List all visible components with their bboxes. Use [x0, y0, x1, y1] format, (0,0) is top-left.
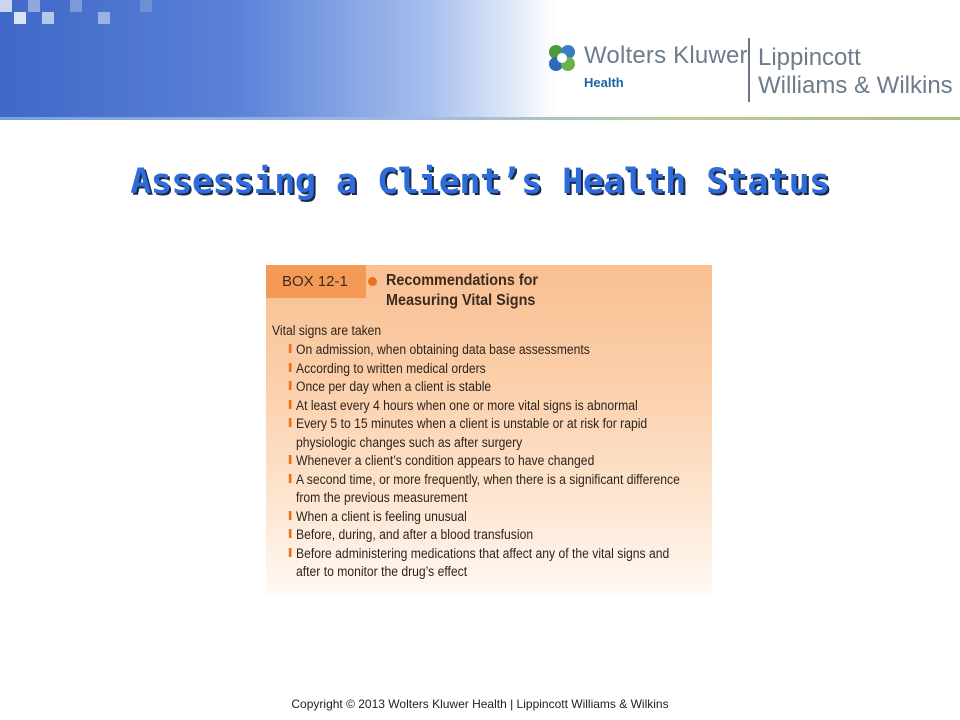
- box-tab: [266, 265, 366, 298]
- list-item-continuation: [296, 563, 710, 582]
- list-item: [296, 508, 710, 527]
- wolters-kluwer-globe-icon: [544, 40, 580, 76]
- list-item: [296, 415, 710, 434]
- list-item-text: At least every 4 hours when one or more vital signs is abnormal: [296, 397, 638, 413]
- bullet-marker: [289, 381, 292, 390]
- bullet-marker: [289, 529, 292, 538]
- header-divider: [0, 117, 960, 120]
- tile: [0, 0, 12, 12]
- bullet-marker: [289, 511, 292, 520]
- box-intro: Vital signs are taken: [272, 323, 382, 338]
- list-item-text: According to written medical orders: [296, 360, 486, 376]
- slide-title: Assessing a Client’s Health Status: [130, 162, 830, 202]
- list-item: [296, 545, 710, 564]
- list-item-text: from the previous measurement: [296, 490, 468, 505]
- tile: [14, 12, 26, 24]
- bullet-marker: [289, 344, 292, 353]
- list-item: [296, 378, 710, 397]
- box-title-line-2: Measuring Vital Signs: [386, 292, 536, 309]
- division-name: Health: [584, 75, 624, 90]
- decorative-tiles: [0, 0, 240, 26]
- list-item-continuation: [296, 434, 710, 453]
- list-item-text: after to monitor the drug’s effect: [296, 564, 468, 579]
- tile: [70, 0, 82, 12]
- box-title: [386, 271, 538, 311]
- list-item: [296, 526, 710, 545]
- list-item-text: Before administering medications that affect any of the vital signs and: [296, 545, 670, 561]
- list-item: [296, 471, 710, 490]
- list-item-text: Whenever a client’s condition appears to have changed: [296, 453, 595, 468]
- box-label: BOX 12-1: [282, 273, 348, 290]
- bullet-marker: [289, 400, 292, 409]
- list-item-text: Every 5 to 15 minutes when a client is unstable or at risk for rapid: [296, 416, 648, 431]
- list-item-text: When a client is feeling unusual: [296, 508, 467, 524]
- box-figure: [266, 265, 712, 595]
- bullet-marker: [289, 363, 292, 372]
- imprint-line-1: Lippincott: [758, 44, 861, 71]
- tile: [42, 12, 54, 24]
- tile: [28, 0, 40, 12]
- tile: [98, 12, 110, 24]
- bullet-marker: [289, 548, 292, 557]
- logo-divider: [748, 38, 750, 102]
- publisher-logo: [540, 38, 960, 108]
- list-item: [296, 452, 710, 471]
- bullet-marker: [289, 418, 292, 427]
- bullet-marker: [289, 474, 292, 483]
- list-item-text: Once per day when a client is stable: [296, 379, 492, 394]
- list-item: [296, 341, 710, 360]
- list-item-continuation: [296, 489, 710, 508]
- imprint-line-2: Williams & Wilkins: [758, 72, 953, 99]
- bullet-marker: [289, 455, 292, 464]
- list-item-text: A second time, or more frequently, when there is a significant difference: [296, 471, 680, 487]
- copyright-footer: Copyright © 2013 Wolters Kluwer Health | Lippincott Williams & Wilkins: [291, 697, 669, 711]
- box-title-line-1: Recommendations for: [386, 272, 539, 289]
- recommendation-list: [296, 341, 716, 582]
- tile: [140, 0, 152, 12]
- list-item-text: physiologic changes such as after surgery: [296, 434, 523, 450]
- list-item: [296, 360, 710, 379]
- box-bullet-dot: [368, 277, 377, 286]
- list-item-text: On admission, when obtaining data base assessments: [296, 342, 590, 357]
- list-item: [296, 397, 710, 416]
- list-item-text: Before, during, and after a blood transfusion: [296, 527, 534, 542]
- company-name: Wolters Kluwer: [584, 42, 748, 69]
